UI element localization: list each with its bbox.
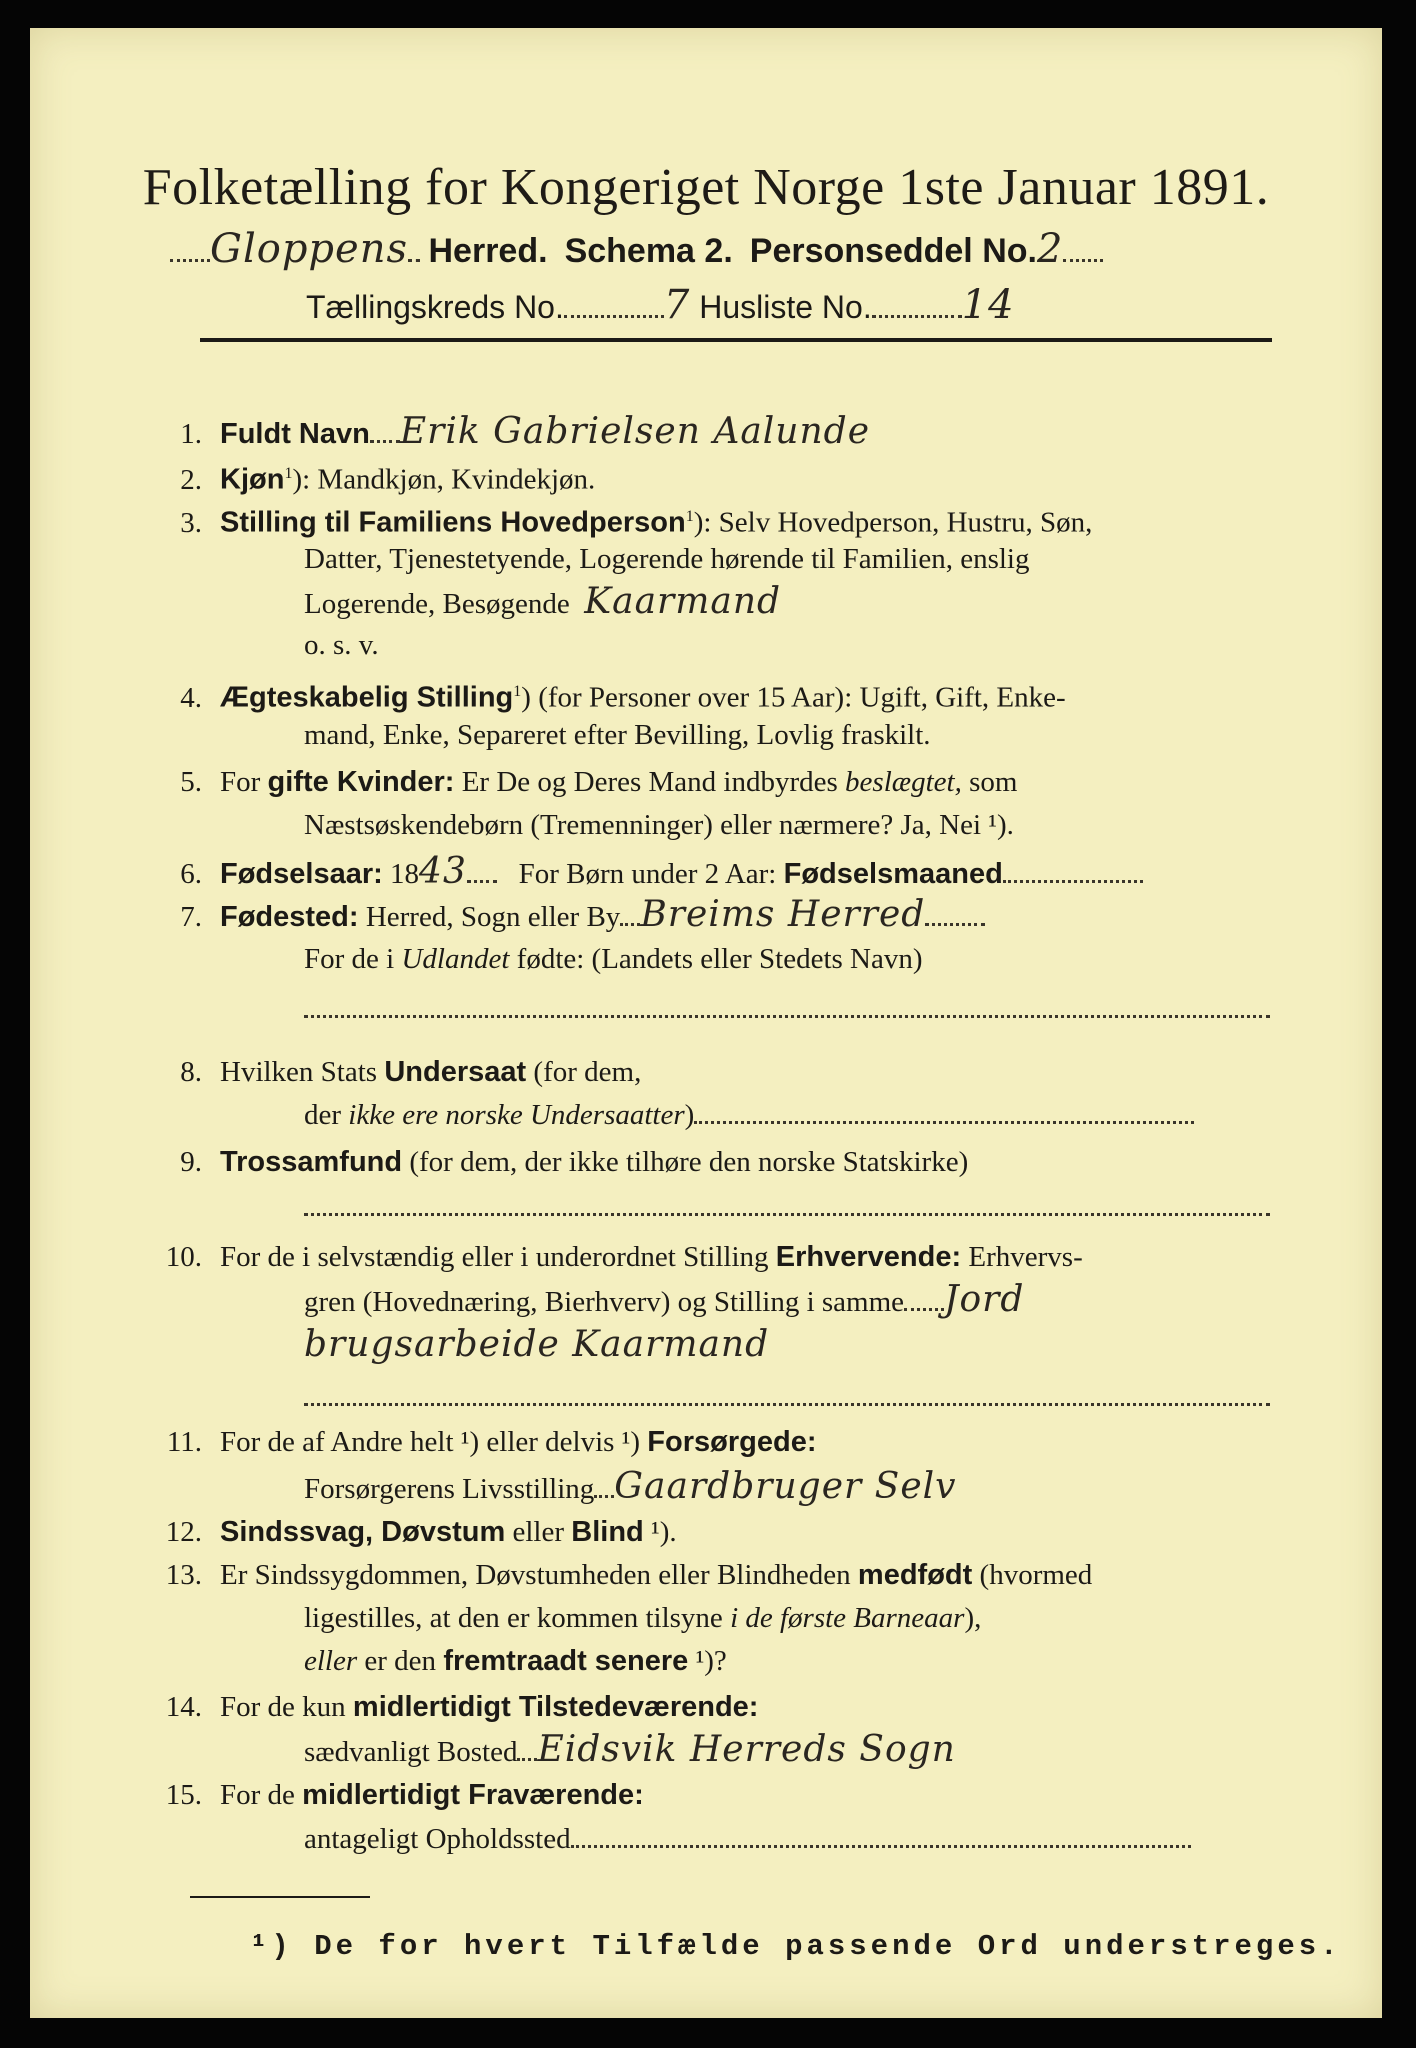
kreds-answer: 7 [663, 282, 691, 328]
personseddel-label: Personseddel No. [749, 232, 1037, 270]
q13-row: 13. Er Sindssygdommen, Døvstumheden eller Blindheden medfødt (hvormed [165, 1559, 1093, 1591]
q9-row: 9. Trossamfund (for dem, der ikke tilhøre den norske Statskirke) [180, 1146, 969, 1178]
q3-row: 3. Stilling til Familiens Hovedperson$^1$): Selv Hovedperson, Hustru, Søn, [180, 506, 1093, 539]
header-rule [200, 338, 1272, 342]
husliste-answer: 14 [961, 282, 1015, 328]
q14-answer: Eidsvik Herreds Sogn [537, 1729, 956, 1770]
footnote: ¹) De for hvert Tilfælde passende Ord understreges. [250, 1930, 1342, 1963]
q1-label: Fuldt Navn [220, 418, 370, 450]
herred-answer: Gloppens [210, 226, 408, 272]
husliste-label: Husliste No. [699, 289, 872, 325]
q7-answer: Breims Herred [640, 894, 926, 935]
q4-row: 4. Ægteskabelig Stilling$^1$) (for Personer over 15 Aar): Ugift, Gift, Enke- [180, 681, 1066, 714]
q3-answer: Kaarmand [584, 581, 782, 622]
q7-row: 7. Fødested: Herred, Sogn eller By Breims Herred [150, 896, 985, 936]
form-title: Folketælling for Kongeriget Norge 1ste Januar 1891. [142, 159, 1270, 216]
q10-answer-b: brugsarbeide Kaarmand [304, 1324, 770, 1365]
q2-row: 2. Kjøn$^1$): Mandkjøn, Kvindekjøn. [180, 463, 596, 496]
census-form: Folketælling for Kongeriget Norge 1ste Januar 1891. Gloppens Herred. Schema 2. Personseddel No.2 Tællingskreds No. 7 Husliste No. 14 1. Fuldt Navn Erik Gabrielsen Aalunde 2. Kjøn$^1$): Mandkjøn, Kvindekjøn. 3. Stilling til Familiens Hovedperson$^1$): Selv Hovedperson, Hustru, Søn, Datter, Tjenestetyende, Logerende hørende til Familien, enslig Logerende, Besøgende Kaarmand o. s. v. 4. Ægteskabelig Stilling$^1$) (for Personer over 15 Aar): Ugift, Gift, Enke- mand, Enke, Separeret efter Bevilling, Lovlig fraskilt. 5. For gifte Kvinder: Er De og Deres Mand indbyrdes beslægtet, som Næstsøskendebørn (Tremenninger) eller nærmere? Ja, Nei ¹). 6. Fødselsaar: 1843 For Børn under 2 Aar: Fødselsmaaned 7. Fødested: Herred, Sogn eller By Breims Herred For de i Udlandet fødte: (Landets eller Stedets Navn) 8. Hvilken Stats Undersaat (for dem, der ikke ere norske Undersaatter) 9. Trossamfund (for dem, der ikke tilhøre den norske Statskirke) 10. For de i selvstændig eller i underordnet Stilling Erhvervende: Erhvervs- gren (Hovednæring, Bierhverv) og Stilling i samme Jord brugsarbeide Kaarmand 11. For de af Andre helt ¹) eller delvis ¹) Forsørgede: Forsørgerens Livsstilling Gaardbruger Selv 12. Sindssvag, Døvstum eller Blind ¹). 13. Er Sindssygdommen, Døvstumheden eller Blindheden medfødt (hvormed ligestilles, at den er kommen tilsyne i de første Barneaar), eller er den fremtraadt senere ¹)? 14. For de kun midlertidigt Tilstedeværende: sædvanligt Bosted Eidsvik Herreds Sogn 15. For de midlertidigt Fraværende: antageligt Opholdssted ¹) De for hvert Tilfælde passende Ord understreges. [30, 28, 1382, 2018]
q5-row: 5. For gifte Kvinder: Er De og Deres Mand indbyrdes beslægtet, som [180, 766, 1018, 798]
herred-line [170, 226, 1103, 272]
kreds-label: Tællingskreds No. [306, 289, 564, 325]
q8-row: 8. Hvilken Stats Undersaat (for dem, [180, 1056, 642, 1088]
schema-label: Schema 2. [564, 232, 733, 270]
kreds-line [306, 282, 1015, 328]
q12-row: 12. Sindssvag, Døvstum eller Blind ¹). [165, 1516, 677, 1548]
q14-row: 14. For de kun midlertidigt Tilstedeværende: [165, 1691, 759, 1723]
q1-answer: Erik Gabrielsen Aalunde [399, 411, 871, 452]
footnote-rule [190, 1896, 370, 1898]
q10-answer-a: Jord [944, 1279, 1025, 1320]
q15-row: 15. For de midlertidigt Fraværende: [165, 1779, 644, 1811]
q6-answer: 43 [419, 851, 467, 892]
herred-label: Herred. [428, 232, 548, 270]
q11-row: 11. For de af Andre helt ¹) eller delvis ¹) Forsørgede: [166, 1426, 817, 1458]
q11-answer: Gaardbruger Selv [614, 1466, 957, 1507]
q1-row: 1. Fuldt Navn Erik Gabrielsen Aalunde [180, 411, 871, 452]
personseddel-answer: 2 [1036, 226, 1064, 272]
q10-row: 10. For de i selvstændig eller i underordnet Stilling Erhvervende: Erhvervs- [165, 1241, 1083, 1273]
q6-row: 6. Fødselsaar: 1843 For Børn under 2 Aar: Fødselsmaaned [150, 853, 1143, 893]
